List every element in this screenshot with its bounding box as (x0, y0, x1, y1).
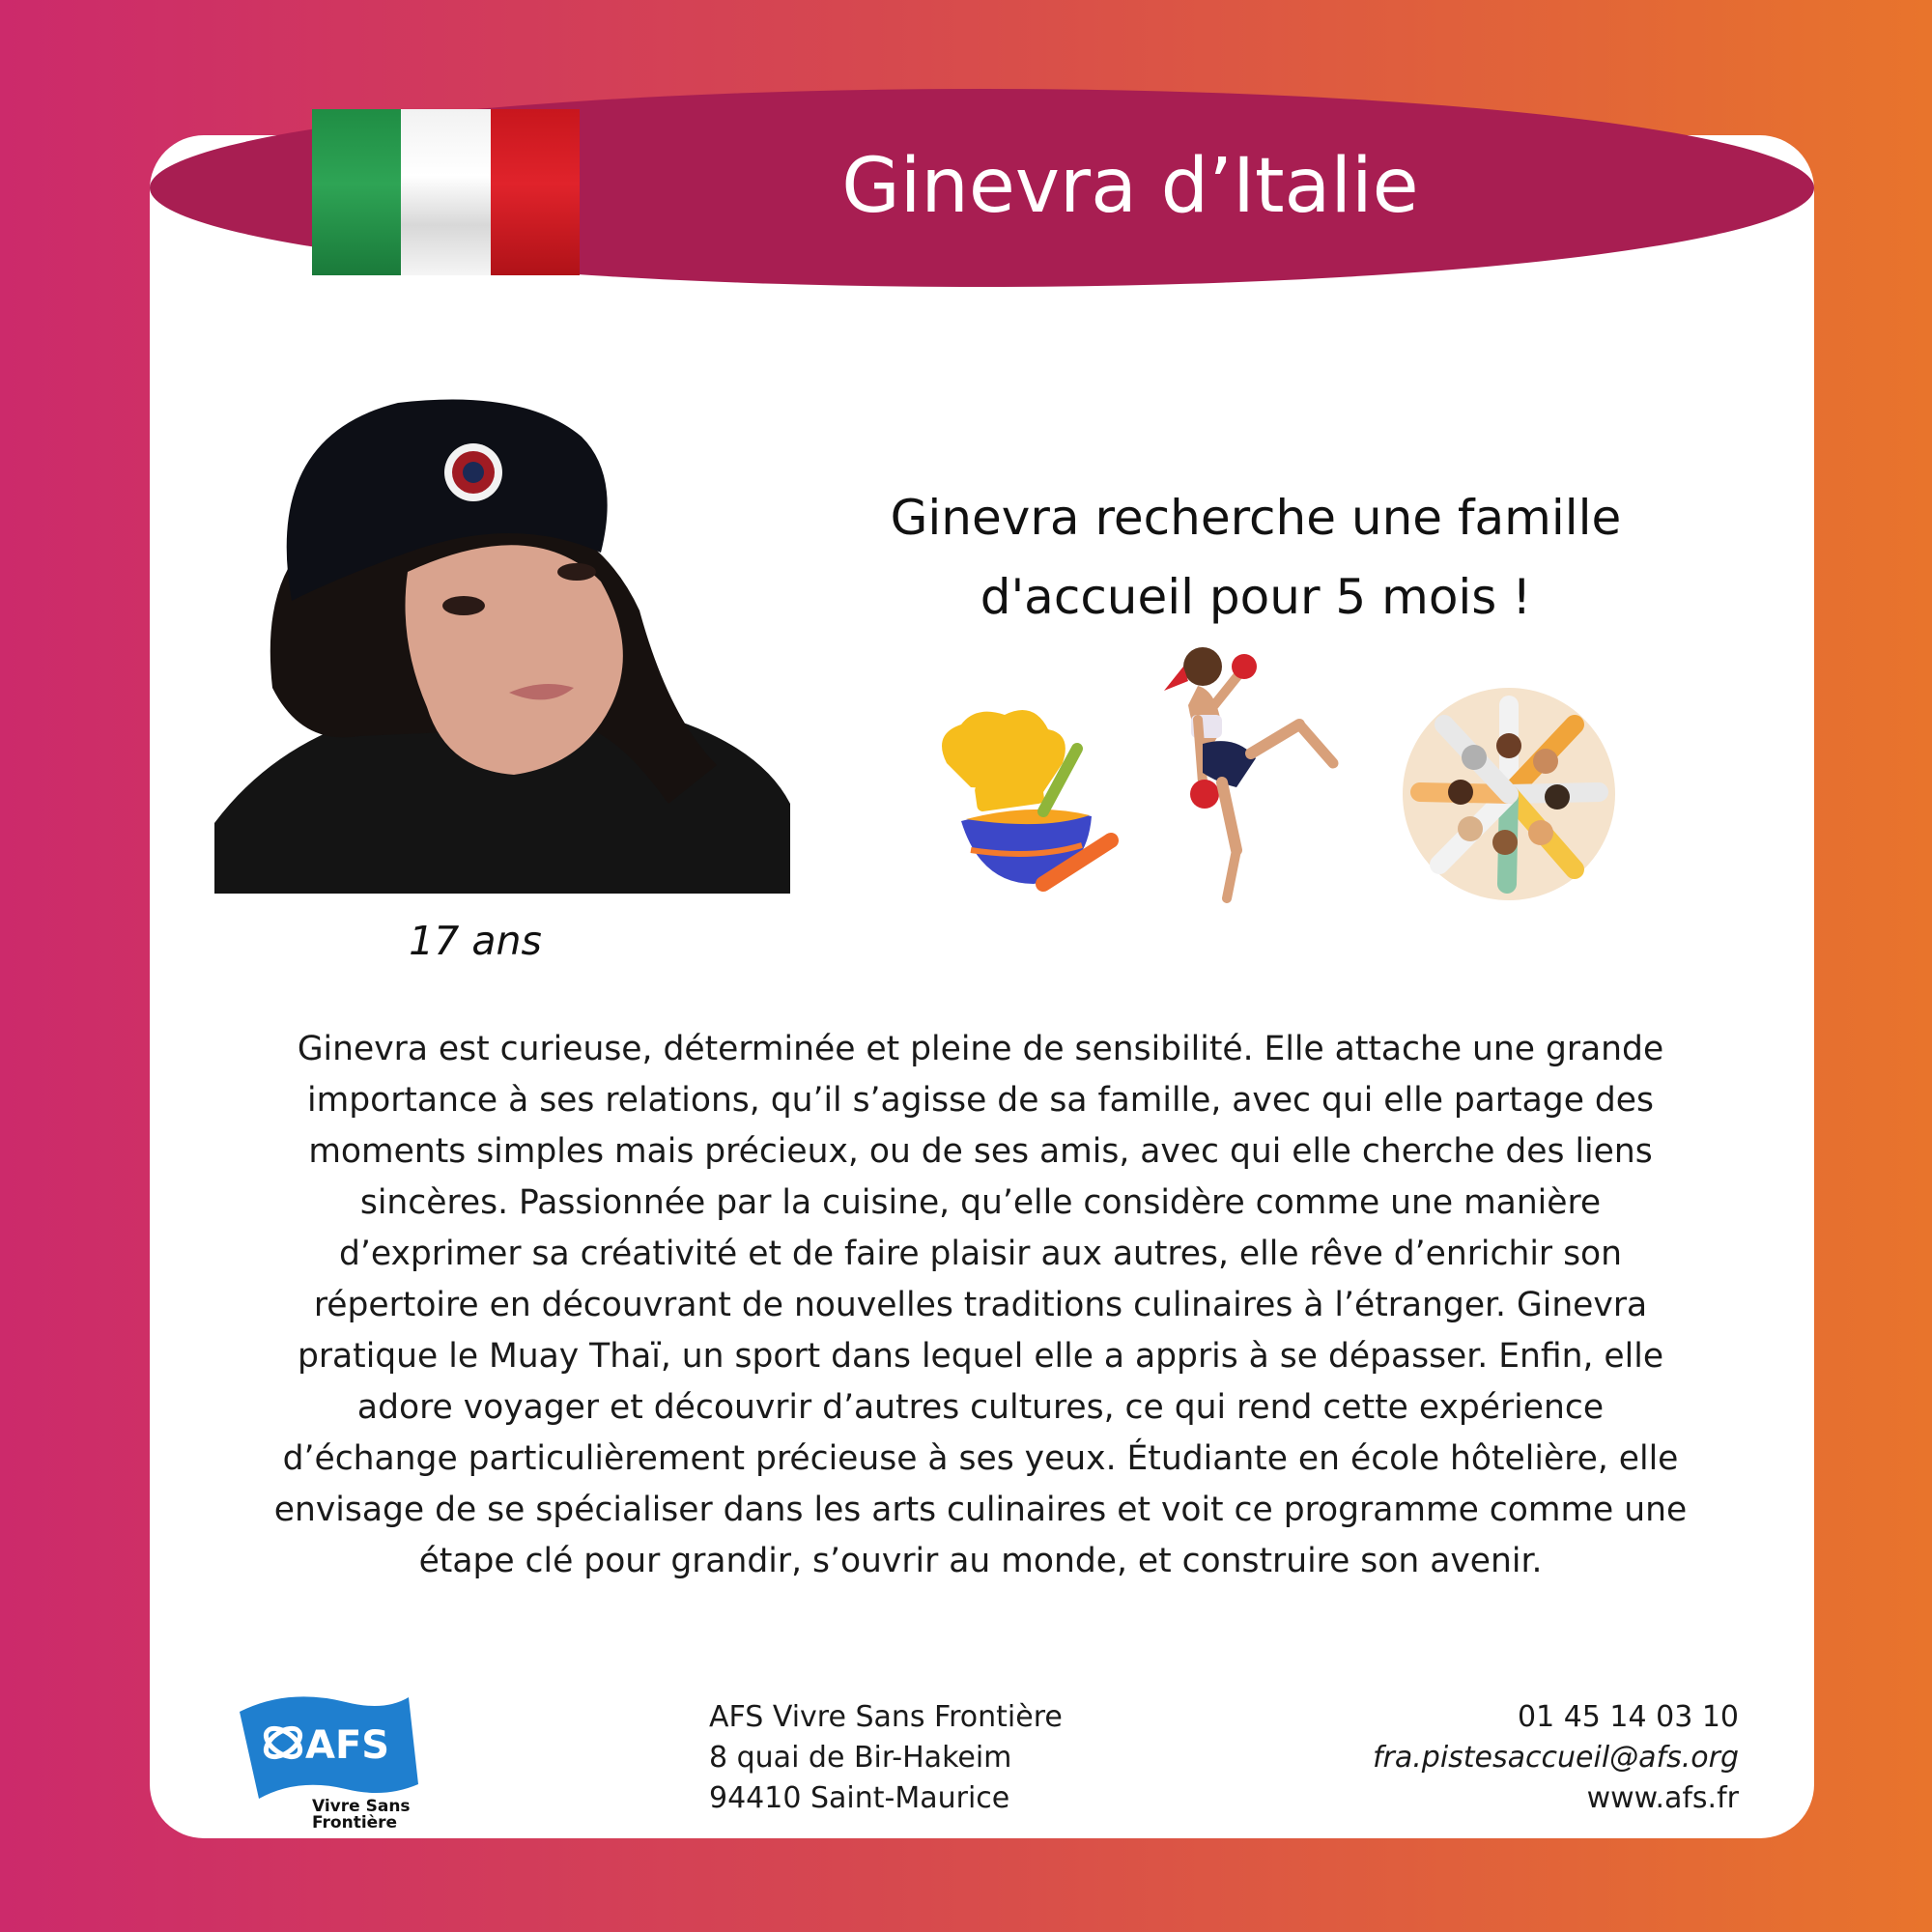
description-line: sincères. Passionnée par la cuisine, qu’elle considère comme une manière (359, 1183, 1602, 1222)
postal-address (709, 1697, 1211, 1819)
afs-logo-text: AFS (305, 1723, 390, 1768)
page-title: Ginevra d’Italie (841, 143, 1419, 230)
cooking-icon (927, 705, 1121, 898)
phone-number[interactable]: 01 45 14 03 10 (1517, 1700, 1739, 1734)
profile-description (193, 1024, 1768, 1587)
afs-logo-tagline: Vivre Sans (312, 1797, 411, 1816)
headline-line-1: Ginevra recherche une famille (890, 490, 1622, 546)
headline (792, 478, 1719, 637)
muay-thai-icon (1145, 638, 1352, 908)
description-line: envisage de se spécialiser dans les arts culinaires et voit ce programme comme une (273, 1491, 1688, 1529)
description-line: d’échange particulièrement précieuse à ses yeux. Étudiante en école hôtelière, elle (282, 1439, 1679, 1478)
description-line: importance à ses relations, qu’il s’agisse de sa famille, avec qui elle partage des (307, 1081, 1654, 1120)
website-link[interactable]: www.afs.fr (1586, 1781, 1739, 1815)
headline-line-2: d'accueil pour 5 mois ! (980, 569, 1532, 625)
description-line: moments simples mais précieux, ou de ses amis, avec qui elle cherche des liens (308, 1132, 1653, 1171)
contact-info (1236, 1697, 1739, 1819)
description-line: d’exprimer sa créativité et de faire plaisir aux autres, elle rêve d’enrichir son (338, 1235, 1623, 1273)
afs-logo-tagline: Frontière (312, 1813, 398, 1828)
portrait-photo (214, 398, 790, 894)
italy-flag-icon (312, 109, 580, 275)
address-street: 8 quai de Bir-Hakeim (709, 1741, 1012, 1775)
friends-circle-icon (1401, 686, 1618, 903)
description-line: étape clé pour grandir, s’ouvrir au monde, et construire son avenir. (418, 1542, 1543, 1580)
description-line: pratique le Muay Thaï, un sport dans lequel elle a appris à se dépasser. Enfin, elle (297, 1337, 1664, 1376)
afs-logo (230, 1692, 423, 1828)
address-org: AFS Vivre Sans Frontière (709, 1700, 1063, 1734)
description-line: Ginevra est curieuse, déterminée et pleine de sensibilité. Elle attache une grande (297, 1030, 1664, 1068)
description-line: répertoire en découvrant de nouvelles traditions culinaires à l’étranger. Ginevra (313, 1286, 1648, 1324)
email-link[interactable]: fra.pistesaccueil@afs.org (1372, 1741, 1739, 1775)
description-line: adore voyager et découvrir d’autres cultures, ce qui rend cette expérience (356, 1388, 1605, 1427)
student-age: 17 ans (409, 918, 542, 964)
address-city: 94410 Saint-Maurice (709, 1781, 1010, 1815)
